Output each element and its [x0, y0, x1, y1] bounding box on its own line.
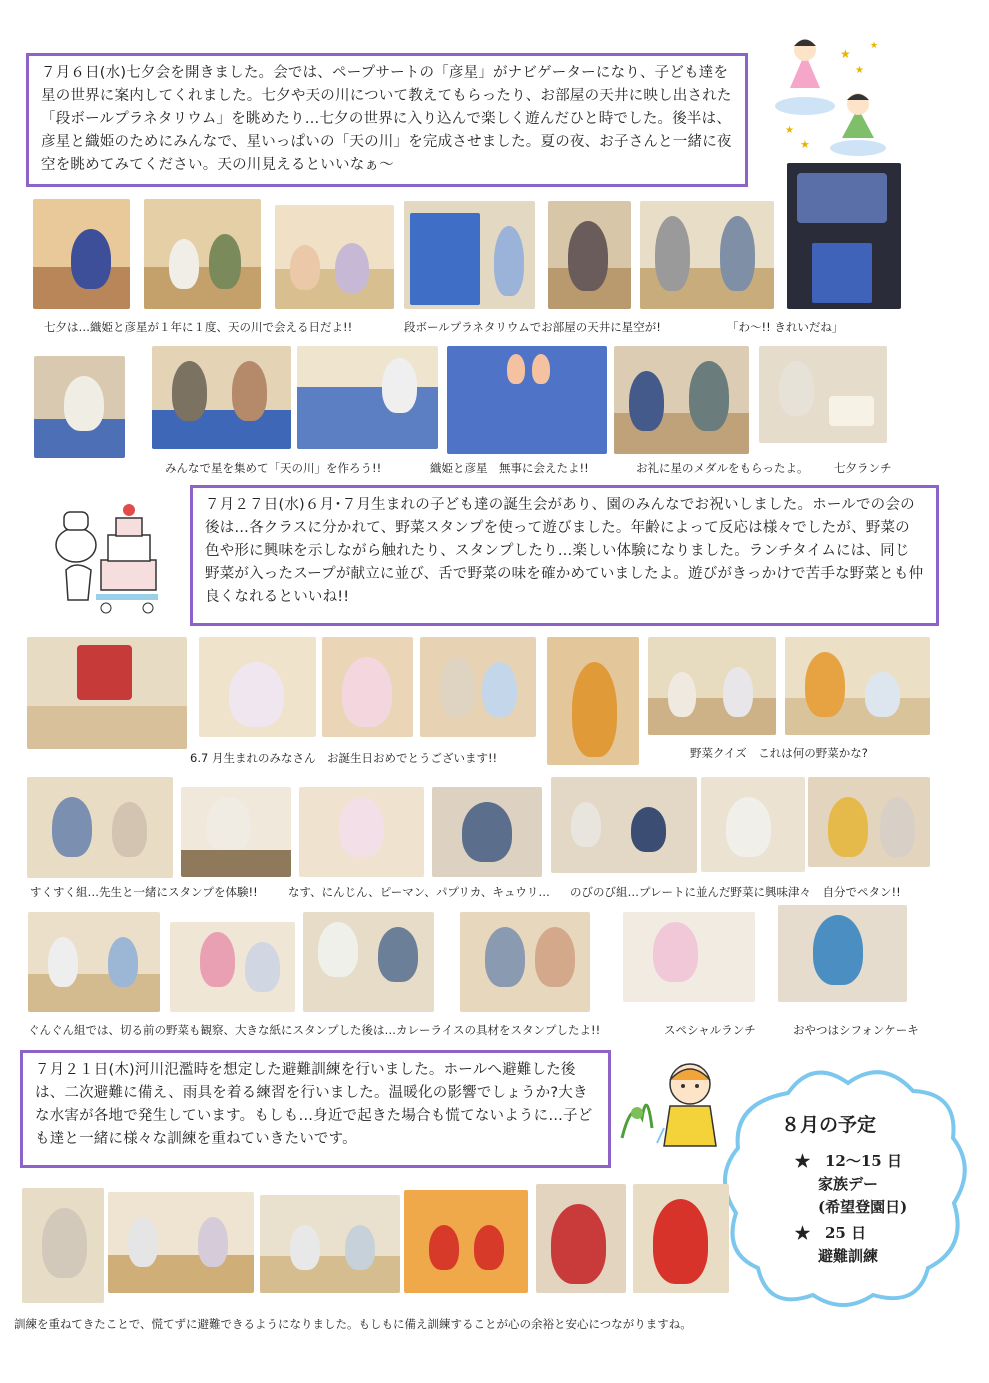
caption-tanabata-4: みんなで星を集めて「天の川」を作ろう!! [165, 461, 382, 475]
photo-drill-4 [404, 1190, 528, 1293]
photo-birthday-13 [701, 777, 805, 872]
tanabata-orihime-hikoboshi-illustration [770, 28, 890, 158]
caption-birthday-6: ぐんぐん組では、切る前の野菜も観察、大きな紙にスタンプした後は…カレーライスの具材をスタンプしたよ!! [28, 1023, 601, 1037]
photo-tanabata-2 [144, 199, 261, 309]
svg-text:★: ★ [785, 125, 794, 136]
schedule-line-1: ★ 12～15 日 [795, 1152, 902, 1170]
caption-tanabata-6: お礼に星のメダルをもらったよ。 [636, 461, 809, 475]
photo-birthday-9 [181, 787, 291, 877]
schedule-line-4: ★ 25 日 [795, 1224, 867, 1242]
photo-drill-1 [22, 1188, 104, 1303]
photo-birthday-3 [322, 637, 413, 737]
photo-birthday-16 [170, 922, 295, 1012]
birthday-text-box [190, 485, 939, 626]
drill-text: ７月２１日(木)河川氾濫時を想定した避難訓練を行いました。ホールへ避難した後は、二次避難に備え、雨具を着る練習を行いました。温暖化の影響でしょうか?大きな水害が各地で発生しています。もしも…身近で起きた場合も慌てないように…子ども達と一緒に様々な訓練を重ねていきたいです。 [35, 1062, 593, 1147]
photo-birthday-2 [199, 637, 316, 737]
photo-drill-6 [633, 1184, 729, 1293]
caption-drill: 訓練を重ねてきたことで、慌てずに避難できるようになりました。もしもに備え訓練することが心の余裕と安心につながりますね。 [14, 1317, 692, 1331]
photo-tanabata-1 [33, 199, 130, 309]
photo-birthday-12 [551, 777, 697, 873]
schedule-line-5: 避難訓練 [818, 1247, 879, 1265]
photo-tanabata-12 [614, 346, 749, 454]
svg-text:★: ★ [870, 41, 879, 51]
photo-birthday-8 [27, 777, 173, 878]
photo-birthday-6 [648, 637, 776, 735]
tanabata-text: ７月６日(水)七夕会を開きました。会では、ペープサートの「彦星」がナビゲーターになり、子ども達を星の世界に案内してくれました。七夕や天の川について教えてもらったり、お部屋の天井に映し出された「段ボールプラネタリウム」を眺めたり…七夕の世界に入り込んで楽しく遊んだひと時でした。後半は、彦星と織姫のためにみんなで、星いっぱいの「天の川」を完成させました。夏の夜、お子さんと一緒に夜空を眺めてみてください。天の川見えるといいなぁ～ [41, 65, 732, 173]
photo-birthday-5 [547, 637, 639, 765]
caption-tanabata-2: 段ボールプラネタリウムでお部屋の天井に星空が! [404, 320, 661, 334]
photo-birthday-19 [623, 912, 755, 1002]
photo-birthday-7 [785, 637, 930, 735]
photo-drill-5 [536, 1184, 626, 1293]
birthday-text: ７月２７日(水)６月･７月生まれの子ども達の誕生会があり、園のみんなでお祝いしました。ホールでの会の後は…各クラスに分かれて、野菜スタンプを使って遊びました。年齢によって反応は様々でしたが、野菜の色や形に興味を示しながら触れたり、スタンプしたり…楽しい体験になりました。ランチタイムには、同じ野菜が入ったスープが献立に並び、舌で野菜の味を確かめていましたよ。遊びがきっかけで苦手な野菜とも仲良くなれるといいね!! [205, 497, 924, 605]
svg-text:★: ★ [840, 47, 851, 61]
schedule-line-2: 家族デー [818, 1175, 879, 1193]
caption-birthday-7: スペシャルランチ [664, 1023, 756, 1037]
svg-text:★: ★ [800, 138, 810, 151]
photo-tanabata-10 [297, 346, 438, 449]
caption-birthday-5: のびのび組…プレートに並んだ野菜に興味津々 自分でペタン!! [570, 885, 901, 899]
rain-gear-child-illustration [612, 1058, 730, 1150]
photo-tanabata-8 [34, 356, 125, 458]
schedule-line-3: (希望登園日) [818, 1198, 908, 1216]
photo-birthday-15 [28, 912, 160, 1012]
photo-birthday-10 [299, 787, 424, 877]
photo-birthday-1 [27, 637, 187, 749]
caption-birthday-1: 6.7 月生まれのみなさん お誕生日おめでとうございます!! [190, 751, 498, 765]
drill-text-box [20, 1050, 611, 1168]
caption-birthday-3: すくすく組…先生と一緒にスタンプを体験!! [30, 885, 258, 899]
photo-drill-3 [260, 1195, 400, 1293]
caption-tanabata-7: 七夕ランチ [834, 461, 892, 475]
photo-tanabata-11 [447, 346, 607, 454]
caption-birthday-2: 野菜クイズ これは何の野菜かな? [690, 746, 868, 760]
tanabata-text-box [26, 53, 748, 187]
photo-tanabata-4 [404, 201, 535, 309]
schedule-title: ８月の予定 [781, 1114, 877, 1136]
photo-birthday-17 [303, 912, 434, 1012]
caption-tanabata-5: 織姫と彦星 無事に会えたよ!! [430, 461, 589, 475]
svg-text:★: ★ [855, 65, 864, 76]
caption-tanabata-1: 七夕は…織姫と彦星が１年に１度、天の川で会える日だよ!! [44, 320, 353, 334]
photo-tanabata-3 [275, 205, 394, 309]
photo-birthday-14 [808, 777, 930, 867]
photo-tanabata-7 [787, 163, 901, 309]
photo-tanabata-9 [152, 346, 291, 449]
photo-birthday-20 [778, 905, 907, 1002]
birthday-cake-chef-dog-illustration [46, 490, 168, 620]
caption-birthday-8: おやつはシフォンケーキ [793, 1023, 919, 1037]
photo-birthday-11 [432, 787, 542, 877]
caption-birthday-4: なす、にんじん、ピーマン、パプリカ、キュウリ… [288, 885, 550, 899]
photo-birthday-18 [460, 912, 590, 1012]
photo-tanabata-5 [548, 201, 631, 309]
photo-drill-2 [108, 1192, 254, 1293]
photo-tanabata-6 [640, 201, 774, 309]
photo-birthday-4 [420, 637, 536, 737]
caption-tanabata-3: 「わ～!! きれいだね」 [727, 320, 844, 334]
photo-tanabata-13 [759, 346, 887, 443]
